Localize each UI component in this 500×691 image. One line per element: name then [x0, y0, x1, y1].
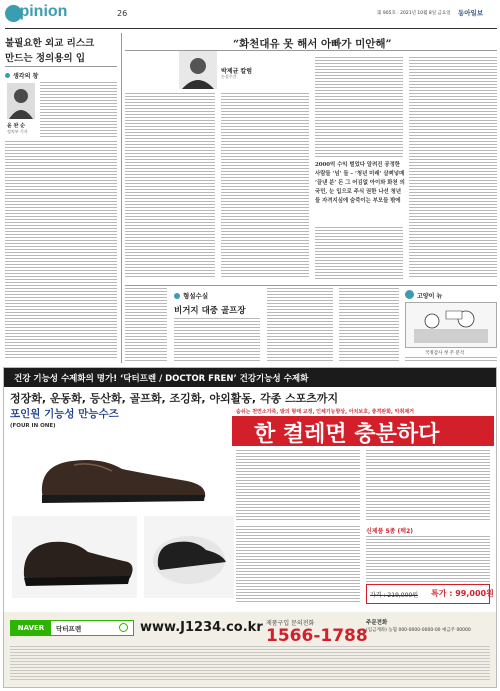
ad-description-col2	[366, 450, 490, 522]
bottom-body-col2	[174, 318, 260, 362]
ad-order-info: (입금계좌) 농협 000-0000-0000-00 예금주 00000	[366, 628, 471, 633]
ad-slogan: 한 켤레면 충분하다	[254, 421, 440, 447]
columnist-portrait	[179, 51, 217, 89]
cartoon-icon	[405, 290, 414, 299]
byline-dot-icon	[5, 73, 10, 78]
bottom-column	[125, 288, 400, 363]
bottom-subtitle[interactable]: 비거지 대중 골프장	[174, 306, 246, 316]
ad-search-bar[interactable]	[10, 620, 134, 636]
page-number: 26	[117, 9, 128, 18]
main-body-col1	[125, 93, 215, 279]
masthead-divider	[5, 28, 497, 29]
left-body	[5, 141, 117, 359]
ad-slogan-box	[232, 416, 494, 446]
writer-title: 정치부 기자	[7, 129, 28, 134]
ad-order-band	[4, 612, 496, 687]
main-body-col3-bottom	[315, 227, 403, 279]
ad-search-brand: NAVER	[11, 621, 51, 635]
main-body-col4	[409, 57, 497, 279]
ad-benefits: 숨쉬는 천연소가죽, 발의 형태 교정, 인체기능향상, 아치보호, 충격완화, 악취제거	[236, 409, 414, 415]
main-bottom-divider	[125, 285, 497, 286]
ad-phone-number[interactable]: 1566-1788	[266, 626, 368, 646]
cartoon-drawing	[405, 302, 497, 348]
cartoon-title: 고양이 뉴	[417, 293, 443, 300]
paper-name: 동아일보	[458, 9, 484, 17]
bottom-body-col1	[125, 288, 167, 362]
ad-product-line1: 정장화, 운동화, 등산화, 골프화, 조깅화, 야외활동, 각종 스포츠까지	[10, 392, 339, 405]
cartoon-caption: 국정감사 첫 주 분석	[425, 351, 465, 356]
ad-shoe-image-left	[12, 516, 137, 598]
masthead	[0, 0, 500, 30]
cartoon-note	[405, 357, 497, 362]
ad-left-info	[236, 526, 360, 604]
ad-shoe-image-right	[144, 516, 234, 598]
ad-option-title: 신제품 5종 (택2)	[366, 528, 413, 535]
ad-top-banner-text: 건강 기능성 수제화의 명가! ‘닥터프렌 / DOCTOR FREN’ 건강기능성 수제화	[14, 374, 309, 384]
main-headline[interactable]: “화천대유 못 해서 아빠가 미안해”	[233, 38, 392, 50]
ad-description	[236, 450, 490, 522]
columnist-name: 박제균 칼럼	[221, 68, 253, 75]
ad-website[interactable]: www.J1234.co.kr	[140, 620, 263, 635]
byline-label: 생각의 창	[13, 73, 39, 80]
bottom-title: 형설수실	[183, 292, 209, 300]
main-divider	[125, 50, 497, 51]
pull-quote: 2000억 수익 벌었다 알려진 공정한 사람들 ‘넘’ 들 – ‘청년 미래’ 살쪄넣매 ‘끌낸 분’ 돈 그 어김없 아이와 화천 의 국민, 눈 입으로 주식 권한 나선 청년들 자격지심에 숨죽이는 부모들 밖에	[315, 162, 405, 204]
ad-price-sale: 특가 : 99,000원	[431, 589, 494, 598]
ad-price-box	[366, 584, 494, 604]
ad-product-line2: 포인원 기능성 만능수즈	[10, 408, 119, 420]
section-logo	[5, 3, 75, 25]
ad-option-list	[366, 536, 490, 582]
column-divider	[121, 33, 122, 363]
ad-search-icon	[119, 623, 128, 632]
left-divider	[5, 66, 117, 67]
issue-info: 第 905호 · 2021년 10월 8일 금요일	[377, 11, 451, 16]
left-headline-line1[interactable]: 불필요한 외교 리스크	[5, 38, 95, 49]
ad-search-term: 닥터프렌	[56, 625, 82, 633]
ad-fine-print	[10, 646, 490, 682]
ad-shoe-image-top	[12, 443, 222, 508]
main-body-col2	[221, 93, 309, 279]
main-body-col3-top	[315, 57, 403, 157]
columnist-title: 논설주간	[221, 74, 237, 79]
section-title: Opinion	[7, 3, 68, 20]
advertisement[interactable]	[3, 367, 497, 688]
writer-name: 윤 완 순	[7, 123, 25, 129]
left-body-top	[40, 82, 117, 138]
ad-top-banner	[4, 368, 496, 387]
left-headline-line2[interactable]: 만드는 정의용의 입	[5, 53, 86, 64]
ad-order-note: 주문전화	[366, 620, 388, 626]
main-column	[125, 33, 497, 283]
bottom-body-col3	[267, 288, 333, 362]
ad-price-original: 가격 : 219,000원	[370, 592, 419, 599]
ad-description-col1	[236, 450, 360, 522]
left-column	[5, 33, 118, 363]
bottom-title-icon	[174, 293, 180, 299]
ad-four-in-one: (FOUR IN ONE)	[10, 423, 56, 429]
writer-portrait	[7, 83, 35, 119]
cartoon-box	[405, 288, 497, 363]
bottom-body-col4	[339, 288, 399, 362]
ad-phone-label: 제품구입 문의전화	[266, 620, 315, 627]
